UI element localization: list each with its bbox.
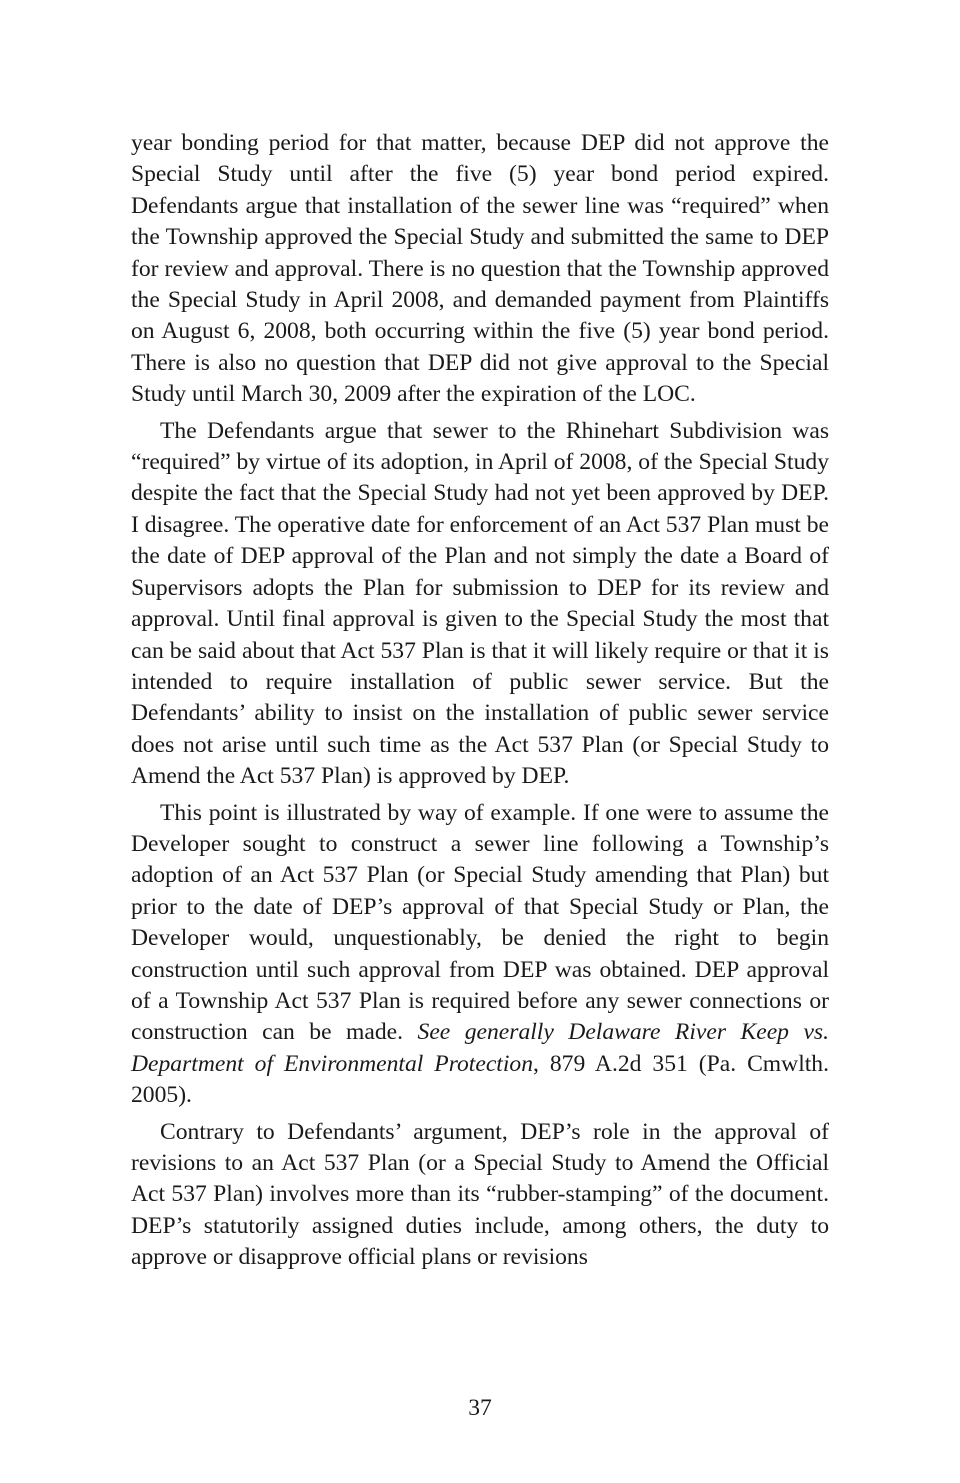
paragraph-example [131, 798, 829, 1112]
page-number: 37 [468, 1395, 492, 1421]
paragraph-example-text: This point is illustrated by way of example. If one were to assume the Developer sought to construct a sewer line following a Township’s adoption of an Act 537 Plan (or Special Study amending that Plan) but prior to the date of DEP’s approval of that Special Study or Plan, the Developer would, unquestionably, be denied the right to begin construction until such approval from DEP was obtained. DEP approval of a Township Act 537 Plan is required before any sewer connections or construction can be made. [131, 799, 829, 1046]
paragraph-continuation: year bonding period for that matter, because DEP did not approve the Special Study until after the five (5) year bond period expired. Defendants argue that installation of the sewer line was “required” when the Township approved the Special Study and submitted the same to DEP for review and approval. There is no question that the Township approved the Special Study in April 2008, and demanded payment from Plaintiffs on August 6, 2008, both occurring within the five (5) year bond period. There is also no question that DEP did not give approval to the Special Study until March 30, 2009 after the expiration of the LOC. [131, 130, 829, 408]
paragraph-rhinehart-subdivision: The Defendants argue that sewer to the Rhinehart Subdivision was “required” by virtue of its adoption, in April of 2008, of the Special Study despite the fact that the Special Study had not yet been approved by DEP. I disagree. The operative date for enforcement of an Act 537 Plan must be the date of DEP approval of the Plan and not simply the date a Board of Supervisors adopts the Plan for submission to DEP for its review and approval. Until final approval is given to the Special Study the most that can be said about that Act 537 Plan is that it will likely require or that it is intended to require installation of public sewer service. But the Defendants’ ability to insist on the installation of public sewer service does not arise until such time as the Act 537 Plan (or Special Study to Amend the Act 537 Plan) is approved by DEP. [131, 417, 829, 790]
document-body [131, 128, 829, 1279]
paragraph-dep-role: Contrary to Defendants’ argument, DEP’s role in the approval of revisions to an Act 537 Plan (or a Special Study to Amend the Official Act 537 Plan) involves more than its “rubber-stamping” of the document. DEP’s statutorily assigned duties include, among others, the duty to approve or disapprove official plans or revisions [131, 1118, 829, 1271]
case-citation: See generally Delaware River Keep vs. Department of Environmental Protection [131, 1019, 829, 1077]
citation-reporter: , 879 A.2d 351 (Pa. Cmwlth. 2005). [131, 1050, 830, 1109]
